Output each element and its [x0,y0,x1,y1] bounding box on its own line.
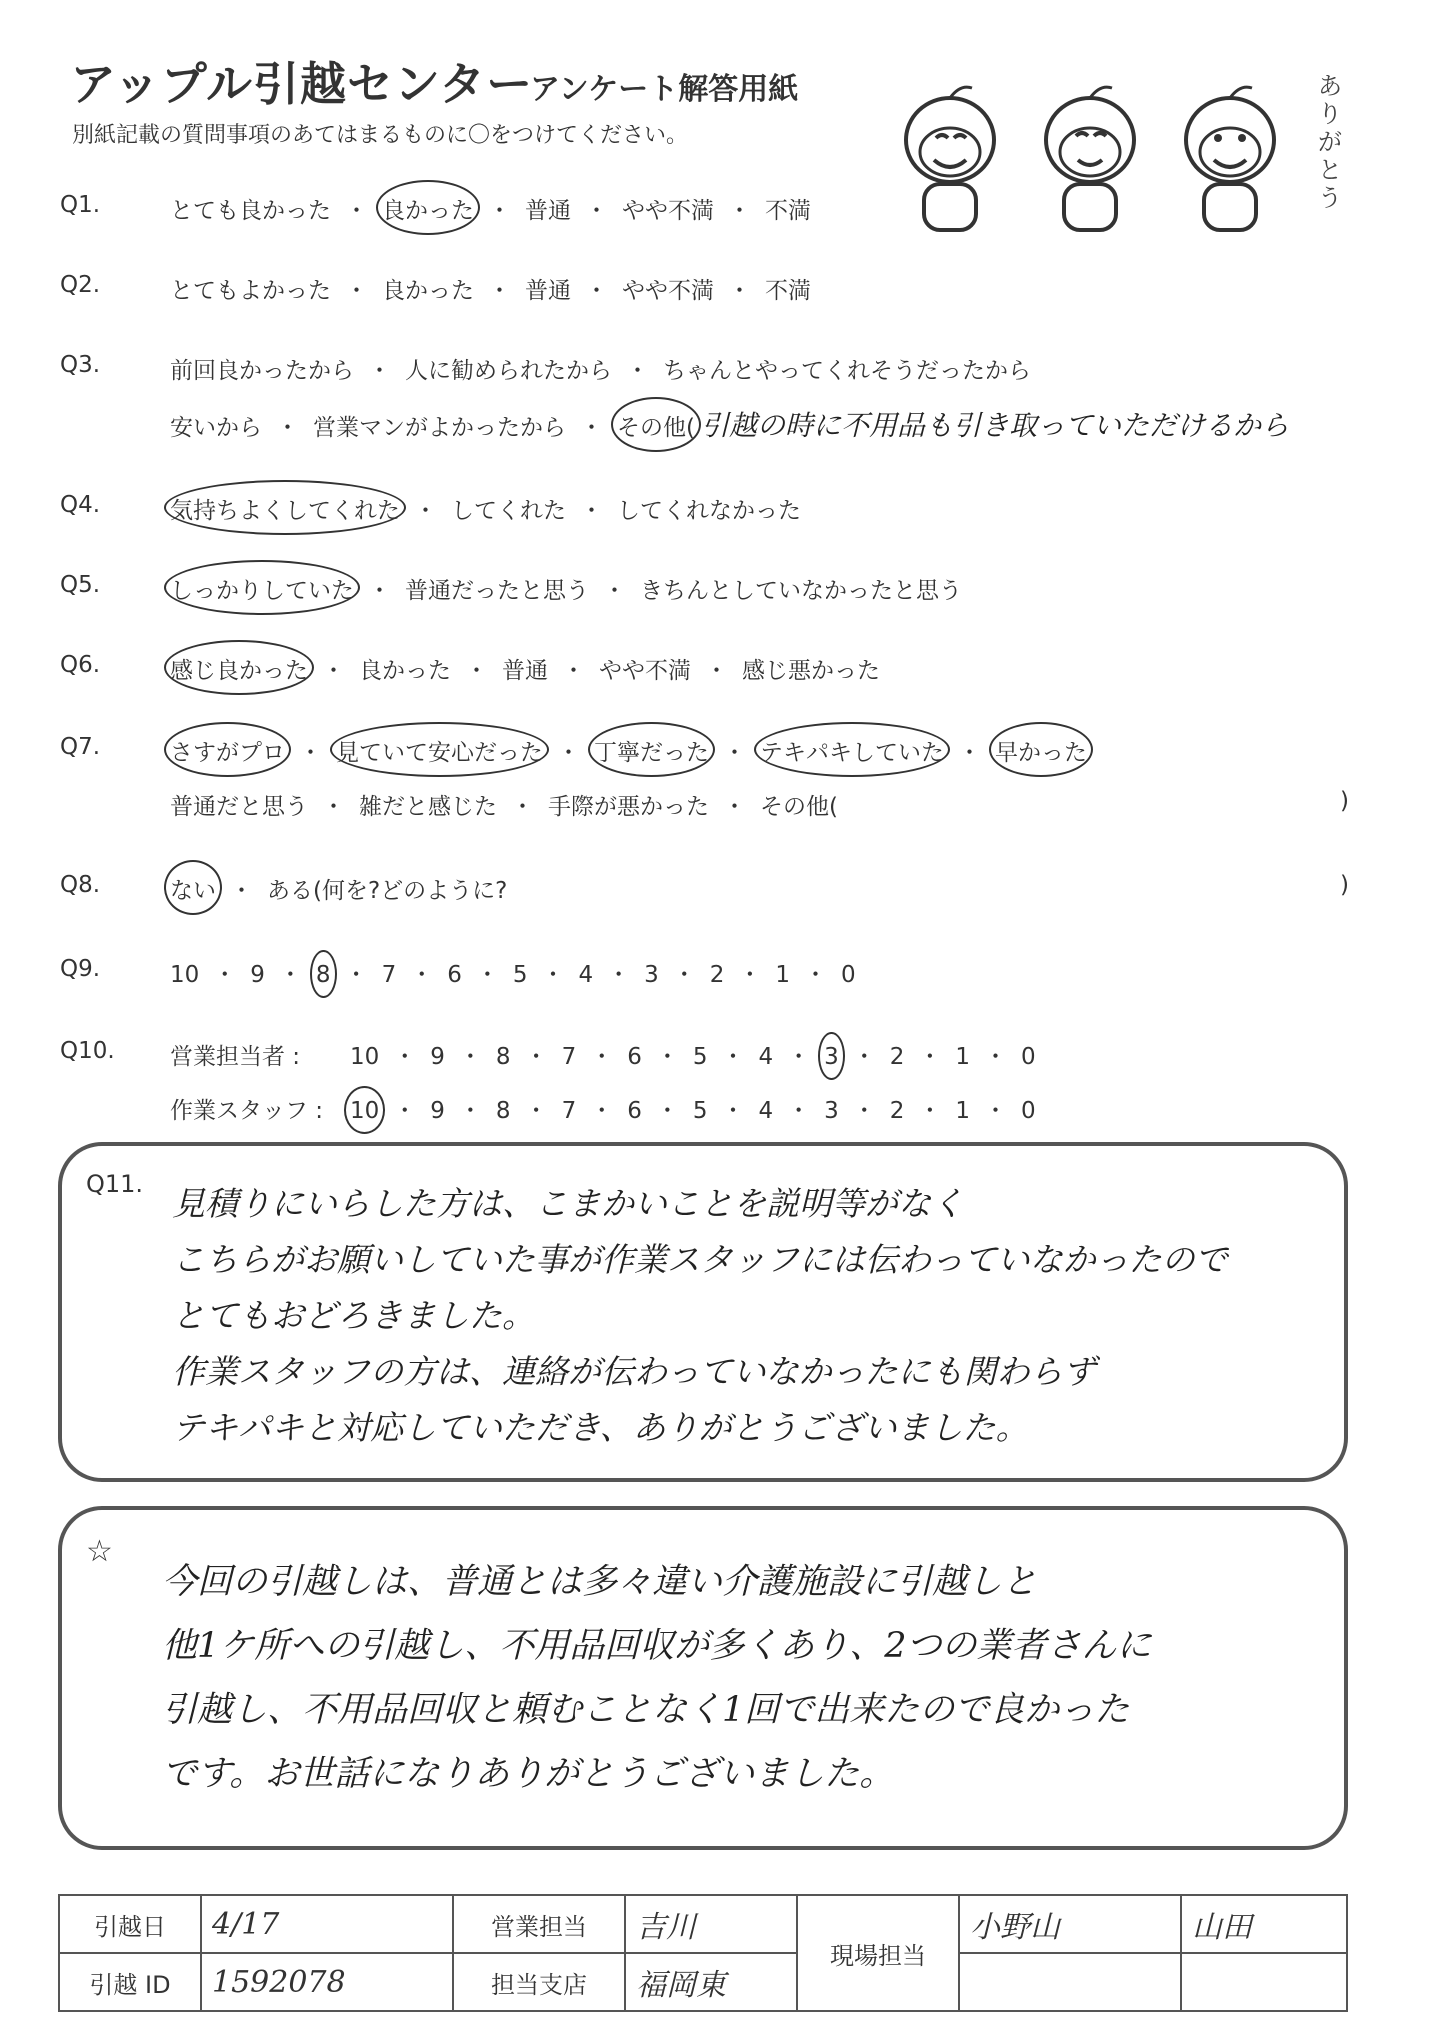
option-selected[interactable]: さすがプロ [170,734,285,767]
question-label: Q1. [60,192,101,218]
score-option[interactable]: 10 [350,1044,380,1070]
option-selected[interactable]: 良かった [382,192,474,225]
option-selected[interactable]: 見ていて安心だった [336,734,543,767]
score-option[interactable]: 0 [1021,1044,1036,1070]
option-selected[interactable]: 感じ良かった [170,652,308,685]
option[interactable]: 普通だったと思う [405,578,589,604]
closing-paren: ) [1340,872,1349,898]
score-option[interactable]: 9 [250,962,265,988]
q11-comment-text [172,1176,1284,1456]
scale-label: 営業担当者 : [170,1044,301,1070]
question-label: Q2. [60,272,101,298]
q11-comment-box[interactable] [58,1142,1348,1482]
score-scale: 10 ・ 9 ・ 8 ・ 7 ・ 6 ・ 5 ・ 4 ・ 3 ・ 2 ・ 1 ・ 0 [170,962,856,988]
score-option[interactable]: 9 [430,1044,445,1070]
score-option[interactable]: 5 [692,1044,708,1070]
comment-line: 引越し、不用品回収と頼むことなく1回で出来たので良かった [162,1690,1130,1730]
move-id-value[interactable]: 1592078 [201,1953,453,2011]
score-option[interactable]: 5 [692,1098,708,1124]
option[interactable]: 良かった [359,658,451,684]
score-option[interactable]: 3 [644,962,659,988]
score-option[interactable]: 3 [824,1098,839,1124]
score-option-selected[interactable]: 10 [350,1098,380,1124]
option[interactable]: 普通だと思う [170,794,308,820]
site-staff-empty-cell [959,1953,1181,2011]
score-option[interactable]: 5 [512,962,528,988]
star-icon: ☆ [86,1534,113,1569]
brand-title: アップル引越センター [70,57,534,111]
score-option[interactable]: 6 [627,1098,642,1124]
mascot-illustration [880,60,1340,250]
comment-line: 見積りにいらした方は、こまかいことを説明等がなく [172,1184,964,1223]
comment-line: 他1ケ所への引越し、不用品回収が多くあり、2つの業者さんに [162,1626,1152,1666]
option[interactable]: 良かった [382,278,474,304]
option[interactable]: その他( [760,794,838,820]
option-selected[interactable]: その他( [617,409,695,442]
score-option[interactable]: 6 [447,962,462,988]
question-label: Q3. [60,352,101,378]
question-label: Q7. [60,734,101,760]
option[interactable]: やや不満 [622,278,714,304]
branch-label: 担当支店 [453,1953,625,2011]
score-scale-staff: 作業スタッフ : 10 ・ 9 ・ 8 ・ 7 ・ 6 ・ 5 ・ 4 ・ 3 ・ 2 ・ 1 ・ 0 [170,1092,1036,1125]
monkey-mascot-icon [890,80,1010,240]
option[interactable]: 安いから [170,415,262,441]
options-line: 普通だと思う ・ 雑だと感じた ・ 手際が悪かった ・ その他( [170,788,838,821]
monkey-mascot-icon [1030,80,1150,240]
options-line: 前回良かったから ・ 人に勧められたから ・ ちゃんとやってくれそうだったから [170,352,1031,385]
form-subtitle: アンケート解答用紙 [530,72,799,107]
handwritten-answer[interactable]: 引越の時に不用品も引き取っていただけるから [700,409,1289,442]
option-selected[interactable]: 気持ちよくしてくれた [170,492,400,525]
option-selected[interactable]: ない [170,872,216,905]
question-label: Q5. [60,572,101,598]
score-option[interactable]: 2 [889,1044,905,1070]
score-option[interactable]: 2 [709,962,725,988]
sales-rep-value[interactable]: 吉川 [625,1895,797,1953]
question-label: Q8. [60,872,101,898]
comment-line: こちらがお願いしていた事が作業スタッフには伝わっていなかったので [172,1240,1228,1279]
scale-label: 作業スタッフ : [170,1098,324,1124]
option[interactable]: 感じ悪かった [742,658,880,684]
options-line: 感じ良かった ・ 良かった ・ 普通 ・ やや不満 ・ 感じ悪かった [170,652,880,685]
score-option[interactable]: 0 [1021,1098,1036,1124]
option[interactable]: 手際が悪かった [548,794,709,820]
option-selected[interactable]: しっかりしていた [170,572,354,605]
score-option[interactable]: 8 [495,1044,511,1070]
monkey-mascot-icon [1170,80,1290,240]
closing-paren: ) [1340,788,1349,814]
option[interactable]: 普通 [525,278,571,304]
score-option[interactable]: 4 [758,1098,774,1124]
instruction-text: 別紙記載の質問事項のあてはまるものに〇をつけてください。 [72,123,689,148]
comment-line: 今回の引越しは、普通とは多々違い介護施設に引越しと [162,1562,1038,1602]
site-staff-value-2[interactable]: 山田 [1181,1895,1347,1953]
option[interactable]: 人に勧められたから [405,358,612,384]
option[interactable]: やや不満 [599,658,691,684]
option-selected[interactable]: テキパキしていた [760,734,944,767]
comment-line: とてもおどろきました。 [172,1296,535,1335]
score-option[interactable]: 4 [758,1044,774,1070]
score-option[interactable]: 4 [578,962,594,988]
question-label: Q9. [60,956,101,982]
score-option[interactable]: 9 [430,1098,445,1124]
free-comment-box[interactable] [58,1506,1348,1850]
site-staff-value-1[interactable]: 小野山 [959,1895,1181,1953]
score-option[interactable]: 1 [955,1098,971,1124]
option[interactable]: ある(何を?どのように? [267,878,508,904]
question-label: Q6. [60,652,101,678]
question-label: Q10. [60,1038,115,1064]
score-option[interactable]: 7 [381,962,397,988]
move-date-label: 引越日 [59,1895,201,1953]
options-line: さすがプロ ・ 見ていて安心だった ・ 丁寧だった ・ テキパキしていた ・ 早かった [170,734,1087,767]
score-option[interactable]: 1 [775,962,791,988]
option[interactable]: きちんとしていなかったと思う [640,578,962,604]
comment-line: 作業スタッフの方は、連絡が伝わっていなかったにも関わらず [172,1352,1096,1391]
option[interactable]: とてもよかった [170,278,331,304]
option[interactable]: やや不満 [622,198,714,224]
score-option[interactable]: 2 [889,1098,905,1124]
options-line: しっかりしていた ・ 普通だったと思う ・ きちんとしていなかったと思う [170,572,962,605]
option[interactable]: 不満 [765,198,811,224]
free-comment-text [162,1550,1284,1806]
move-date-value[interactable]: 4/17 [201,1895,453,1953]
footer-info-table [58,1894,1348,2012]
option[interactable]: とても良かった [170,198,331,224]
options-line: とても良かった ・ 良かった ・ 普通 ・ やや不満 ・ 不満 [170,192,811,225]
option[interactable]: してくれた [451,498,566,524]
score-option[interactable]: 0 [841,962,856,988]
options-line: 気持ちよくしてくれた ・ してくれた ・ してくれなかった [170,492,801,525]
options-line: 安いから ・ 営業マンがよかったから ・ その他( 引越の時に不用品も引き取っていただけるから [170,409,1289,442]
comment-line: です。お世話になりありがとうございました。 [162,1754,895,1794]
sales-rep-label: 営業担当 [453,1895,625,1953]
thanks-caption: ありがとう [1318,72,1342,212]
score-option[interactable]: 1 [955,1044,971,1070]
score-option-selected[interactable]: 3 [824,1044,839,1070]
site-staff-label: 現場担当 [797,1895,959,2011]
option[interactable]: 普通 [502,658,548,684]
question-label: Q4. [60,492,101,518]
comment-line: テキパキと対応していただき、ありがとうございました。 [172,1408,1029,1447]
option-selected[interactable]: 丁寧だった [594,734,709,767]
site-staff-empty-cell [1181,1953,1347,2011]
score-option-selected[interactable]: 8 [315,962,331,988]
option[interactable]: 営業マンがよかったから [313,415,566,441]
score-option[interactable]: 10 [170,962,200,988]
option[interactable]: 前回良かったから [170,358,354,384]
score-option[interactable]: 6 [627,1044,642,1070]
options-line: ない ・ ある(何を?どのように? [170,872,507,905]
options-line: とてもよかった ・ 良かった ・ 普通 ・ やや不満 ・ 不満 [170,272,811,305]
score-option[interactable]: 7 [561,1044,577,1070]
option-selected[interactable]: 早かった [995,734,1087,767]
score-option[interactable]: 7 [561,1098,577,1124]
option[interactable]: 雑だと感じた [359,794,497,820]
branch-value[interactable]: 福岡東 [625,1953,797,2011]
option[interactable]: 不満 [765,278,811,304]
question-label: Q11. [86,1170,144,1198]
option[interactable]: してくれなかった [617,498,801,524]
option[interactable]: ちゃんとやってくれそうだったから [663,358,1031,384]
score-scale-sales: 営業担当者 : 10 ・ 9 ・ 8 ・ 7 ・ 6 ・ 5 ・ 4 ・ 3 ・ 2 ・ 1 ・ 0 [170,1038,1036,1071]
score-option[interactable]: 8 [495,1098,511,1124]
move-id-label: 引越 ID [59,1953,201,2011]
option[interactable]: 普通 [525,198,571,224]
